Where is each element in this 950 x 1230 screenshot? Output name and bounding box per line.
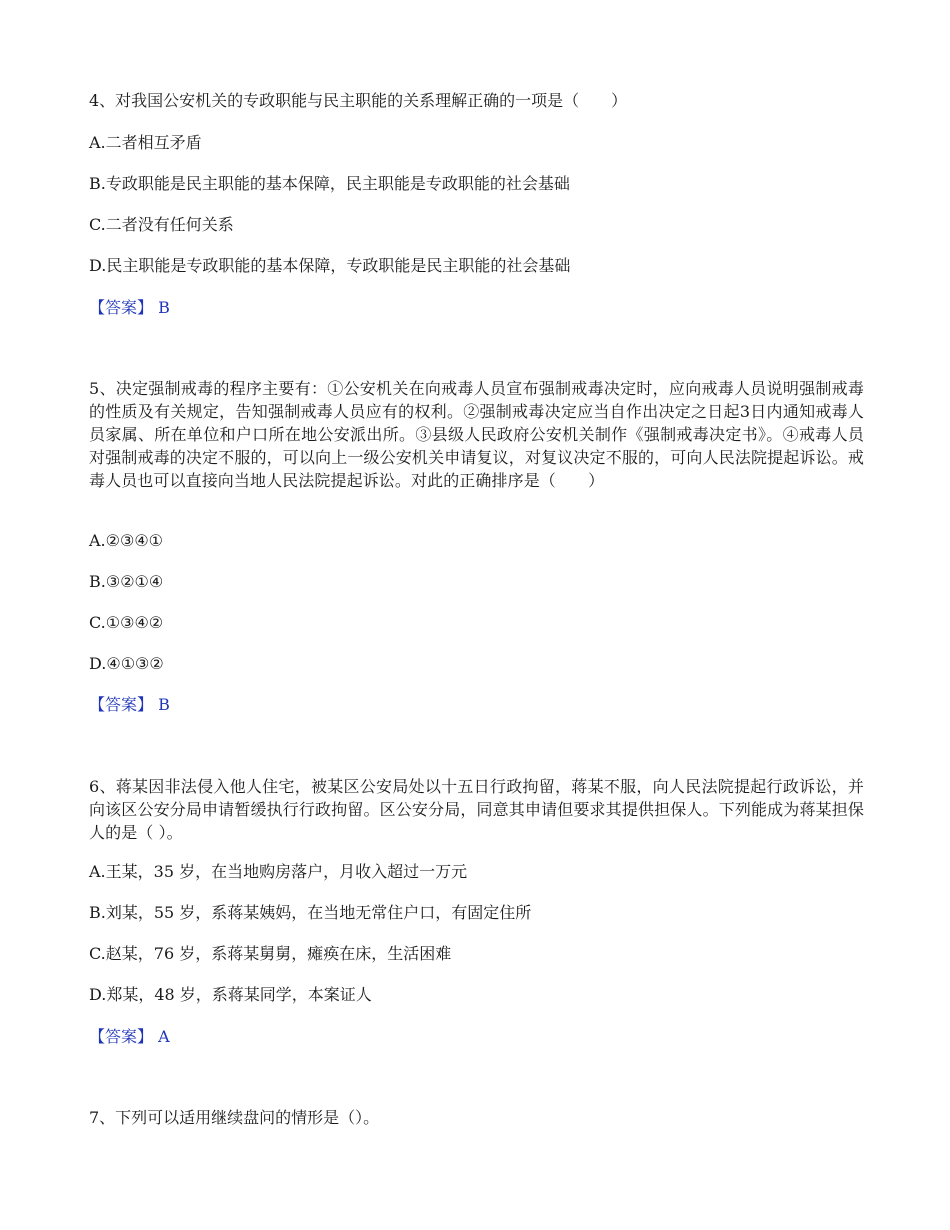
question-6-stem: 6、蒋某因非法侵入他人住宅，被某区公安局处以十五日行政拘留，蒋某不服，向人民法院提起行政诉讼，并向该区公安分局申请暂缓执行行政拘留。区公安分局，同意其申请但要求其提供担保人。下列能成为蒋某担保人的是（ ）。 <box>89 777 864 842</box>
question-5-option-b: B.③②①④ <box>89 572 164 591</box>
question-4-stem: 4、对我国公安机关的专政职能与民主职能的关系理解正确的一项是（ ） <box>89 91 628 110</box>
question-4-answer: 【答案】 B <box>89 298 170 317</box>
question-4-option-a: A.二者相互矛盾 <box>89 133 202 152</box>
question-4-option-b: B.专政职能是民主职能的基本保障，民主职能是专政职能的社会基础 <box>89 174 570 193</box>
question-4-option-d: D.民主职能是专政职能的基本保障，专政职能是民主职能的社会基础 <box>89 256 571 275</box>
question-7-stem: 7、下列可以适用继续盘问的情形是（）。 <box>89 1108 380 1127</box>
question-5-option-a: A.②③④① <box>89 531 164 550</box>
question-5-option-d: D.④①③② <box>89 654 164 673</box>
question-6-option-c: C.赵某，76 岁，系蒋某舅舅，瘫痪在床，生活困难 <box>89 944 452 963</box>
question-4-option-c: C.二者没有任何关系 <box>89 215 234 234</box>
question-6-option-b: B.刘某，55 岁，系蒋某姨妈，在当地无常住户口，有固定住所 <box>89 903 532 922</box>
question-6-option-d: D.郑某，48 岁，系蒋某同学，本案证人 <box>89 985 372 1004</box>
question-5-stem: 5、决定强制戒毒的程序主要有：①公安机关在向戒毒人员宣布强制戒毒决定时，应向戒毒人员说明强制戒毒的性质及有关规定，告知强制戒毒人员应有的权利。②强制戒毒决定应当自作出决定之日起3日内通知戒毒人员家属、所在单位和户口所在地公安派出所。③县级人民政府公安机关制作《强制戒毒决定书》。④戒毒人员对强制戒毒的决定不服的，可以向上一级公安机关申请复议，对复议决定不服的，可向人民法院提起诉讼。戒毒人员也可以直接向当地人民法院提起诉讼。对此的正确排序是（ ） <box>89 379 864 490</box>
question-6-answer: 【答案】 A <box>89 1027 170 1046</box>
question-5-answer: 【答案】 B <box>89 695 170 714</box>
question-5-option-c: C.①③④② <box>89 613 164 632</box>
question-6-option-a: A.王某，35 岁，在当地购房落户，月收入超过一万元 <box>89 862 468 881</box>
